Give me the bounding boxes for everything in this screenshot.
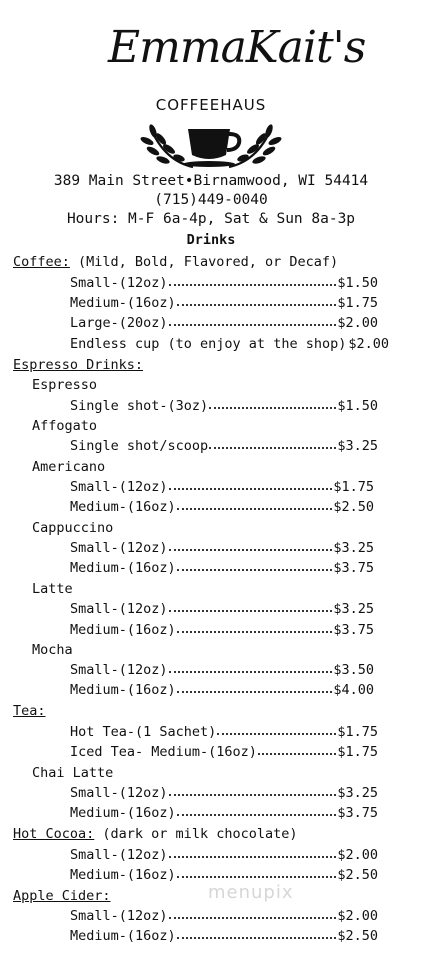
- hours-line: Hours: M-F 6a-4p, Sat & Sun 8a-3p: [66, 211, 356, 227]
- coffee-heading-line: [13, 252, 338, 272]
- dot-leader: [177, 864, 337, 878]
- item-label: Medium-(16oz): [70, 499, 176, 515]
- menu-item-hot-tea: [70, 722, 378, 742]
- item-price: $3.75: [333, 560, 374, 576]
- coffee-note: (Mild, Bold, Flavored, or Decaf): [69, 254, 339, 270]
- espresso-name: Espresso: [32, 377, 98, 393]
- item-label: Small-(12oz): [70, 847, 168, 863]
- coffee-cup-laurel-icon: [131, 115, 291, 175]
- item-price: $2.50: [337, 928, 378, 944]
- cider-heading: Apple Cider:: [13, 888, 111, 904]
- item-label: Medium-(16oz): [70, 295, 176, 311]
- dot-leader: [169, 905, 337, 919]
- item-price: $1.75: [337, 724, 378, 740]
- item-label: Single shot-(3oz): [70, 398, 209, 414]
- item-price: $2.00: [337, 908, 378, 924]
- dot-leader: [177, 496, 333, 510]
- item-label: Small-(12oz): [70, 662, 168, 678]
- dot-leader: [177, 557, 333, 571]
- dot-leader: [177, 925, 337, 939]
- tea-heading: Tea:: [13, 703, 46, 719]
- item-label: Endless cup (to enjoy at the shop): [70, 336, 347, 352]
- cappuccino-name: Cappuccino: [32, 520, 114, 536]
- menu-item-coffee-large: [70, 313, 378, 333]
- dot-leader: [169, 659, 333, 673]
- menu-item-coffee-medium: [70, 293, 378, 313]
- menu-item-mocha-small: [70, 660, 374, 680]
- item-price: $4.00: [333, 682, 374, 698]
- menu-item-latte-medium: [70, 620, 374, 640]
- cocoa-note: (dark or milk chocolate): [94, 826, 298, 842]
- menu-item-espresso-single: [70, 396, 378, 416]
- phone-number: (715)449-0040: [154, 192, 268, 208]
- dot-leader: [177, 679, 333, 693]
- item-label: Medium-(16oz): [70, 928, 176, 944]
- cocoa-heading-line: [13, 824, 297, 844]
- menu-item-chai-small: [70, 783, 378, 803]
- item-label: Iced Tea- Medium-(16oz): [70, 744, 257, 760]
- logo-script-name: EmmaKait's: [108, 22, 366, 73]
- item-label: Small-(12oz): [70, 908, 168, 924]
- latte-name: Latte: [32, 581, 73, 597]
- item-price: $1.50: [337, 275, 378, 291]
- menu-item-americano-medium: [70, 497, 374, 517]
- dot-leader: [169, 476, 333, 490]
- item-label: Medium-(16oz): [70, 867, 176, 883]
- menupix-watermark: menupix: [208, 882, 294, 903]
- menu-item-coffee-endless: [70, 334, 389, 354]
- menu-item-coffee-small: [70, 273, 378, 293]
- menu-item-affogato-single: [70, 436, 378, 456]
- dot-leader: [177, 802, 337, 816]
- item-label: Small-(12oz): [70, 785, 168, 801]
- item-price: $1.75: [337, 744, 378, 760]
- item-label: Medium-(16oz): [70, 682, 176, 698]
- item-label: Medium-(16oz): [70, 560, 176, 576]
- item-label: Single shot/scoop: [70, 438, 209, 454]
- item-price: $3.25: [333, 601, 374, 617]
- dot-leader: [177, 619, 333, 633]
- item-price: $2.00: [337, 847, 378, 863]
- coffee-heading: Coffee:: [13, 254, 70, 270]
- dot-leader: [169, 312, 337, 326]
- item-price: $2.50: [337, 867, 378, 883]
- dot-leader: [169, 537, 333, 551]
- affogato-name: Affogato: [32, 418, 98, 434]
- chai-latte-name: Chai Latte: [32, 765, 114, 781]
- item-price: $3.50: [333, 662, 374, 678]
- menu-item-cappuccino-small: [70, 538, 374, 558]
- menu-item-latte-small: [70, 599, 374, 619]
- dot-leader: [258, 741, 336, 755]
- address-line: 389 Main Street•Birnamwood, WI 54414: [53, 173, 369, 189]
- dot-leader: [169, 272, 337, 286]
- item-label: Large-(20oz): [70, 315, 168, 331]
- item-price: $3.75: [333, 622, 374, 638]
- americano-name: Americano: [32, 459, 106, 475]
- dot-leader: [209, 435, 336, 449]
- item-price: $3.75: [337, 805, 378, 821]
- mocha-name: Mocha: [32, 642, 73, 658]
- item-price: $1.75: [337, 295, 378, 311]
- menu-item-cider-small: [70, 906, 378, 926]
- item-price: $2.00: [337, 315, 378, 331]
- dot-leader: [209, 395, 336, 409]
- coffeehaus-logo: [0, 8, 422, 168]
- dot-leader: [169, 844, 337, 858]
- dot-leader: [177, 292, 337, 306]
- item-price: $1.50: [337, 398, 378, 414]
- dot-leader: [169, 782, 337, 796]
- item-price: $2.00: [348, 336, 389, 352]
- item-label: Medium-(16oz): [70, 805, 176, 821]
- item-price: $3.25: [333, 540, 374, 556]
- menu-item-cider-medium: [70, 926, 378, 946]
- item-label: Small-(12oz): [70, 540, 168, 556]
- item-price: $2.50: [333, 499, 374, 515]
- item-label: Small-(12oz): [70, 275, 168, 291]
- menu-item-iced-tea: [70, 742, 378, 762]
- espresso-heading: Espresso Drinks:: [13, 357, 144, 373]
- menu-item-mocha-medium: [70, 680, 374, 700]
- logo-subtitle: COFFEEHAUS: [155, 96, 267, 114]
- menu-item-chai-medium: [70, 803, 378, 823]
- item-label: Small-(12oz): [70, 601, 168, 617]
- item-label: Medium-(16oz): [70, 622, 176, 638]
- item-label: Hot Tea-(1 Sachet): [70, 724, 217, 740]
- item-price: $3.25: [337, 438, 378, 454]
- menu-item-cappuccino-medium: [70, 558, 374, 578]
- menu-item-americano-small: [70, 477, 374, 497]
- dot-leader: [217, 721, 336, 735]
- cocoa-heading: Hot Cocoa:: [13, 826, 95, 842]
- item-price: $3.25: [337, 785, 378, 801]
- drinks-title: Drinks: [186, 232, 236, 248]
- item-label: Small-(12oz): [70, 479, 168, 495]
- dot-leader: [169, 598, 333, 612]
- menu-item-cocoa-small: [70, 845, 378, 865]
- item-price: $1.75: [333, 479, 374, 495]
